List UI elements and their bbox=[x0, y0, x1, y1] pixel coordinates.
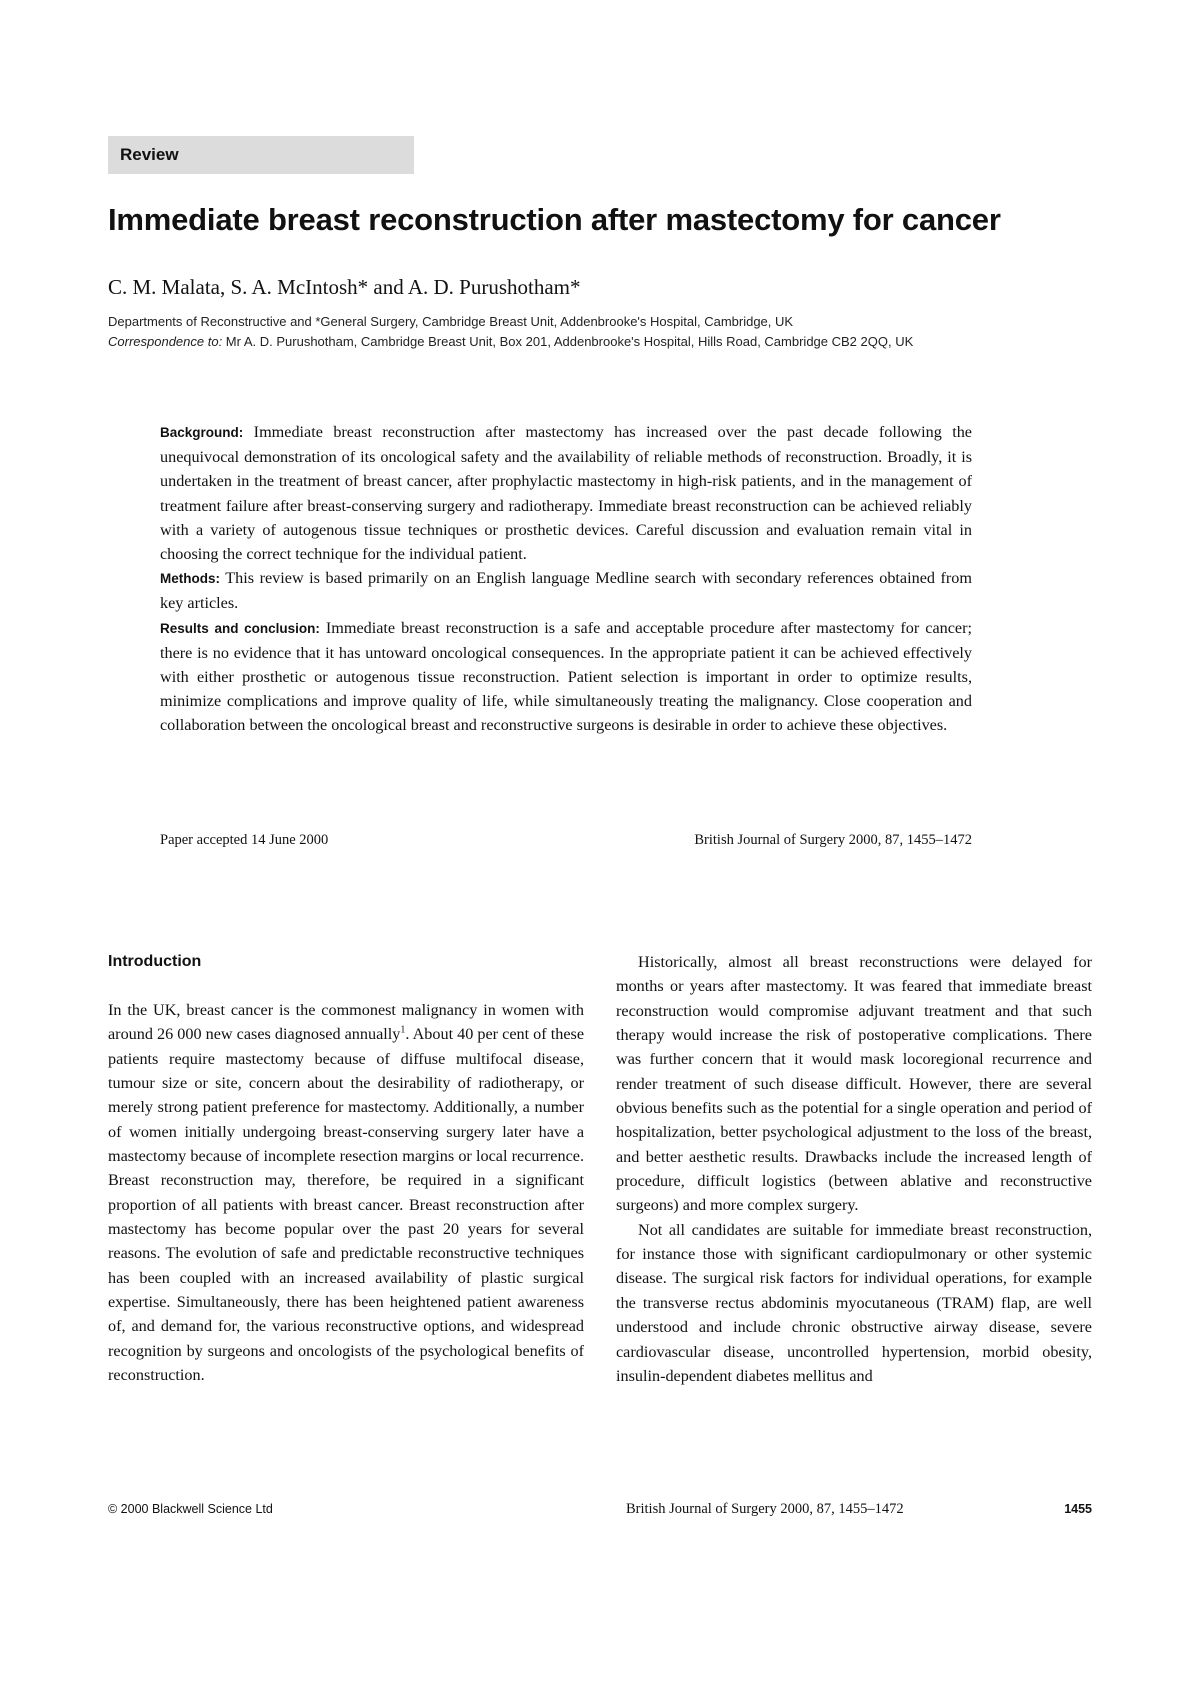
body-paragraph: Not all candidates are suitable for immediate breast reconstruction, for instance those with significant cardiopulmonary or other systemic disease. The surgical risk factors for individual operations, for example the transverse rectus abdominis myocutaneous (TRAM) flap, are well understood and include chronic obstructive airway disease, severe cardiovascular disease, uncontrolled hypertension, morbid obesity, insulin-dependent diabetes mellitus and bbox=[616, 1220, 1092, 1385]
paper-accepted-date: Paper accepted 14 June 2000 bbox=[160, 832, 329, 848]
body-text: . About 40 per cent of these patients require mastectomy because of diffuse multifocal disease, tumour size or site, concern about the desirability of radiotherapy, or merely strong patient preference for mastectomy. Additionally, a number of women initially undergoing breast-conserving surgery later have a mastectomy because of incomplete resection margins or local recurrence. Breast reconstruction may, therefore, be required in a significant proportion of all patients with breast cancer. Breast reconstruction after mastectomy has become popular over the past 20 years for several reasons. The evolution of safe and predictable reconstructive techniques has been coupled with an increased availability of plastic surgical expertise. Simultaneously, there has been heightened patient awareness of, and demand for, the various reconstructive options, and widespread recognition by surgeons and oncologists of the psychological benefits of reconstruction. bbox=[108, 1025, 585, 1385]
reference-marker: 1 bbox=[400, 1024, 406, 1036]
article-title: Immediate breast reconstruction after mastectomy for cancer bbox=[108, 202, 1001, 237]
correspondence-text: Mr A. D. Purushotham, Cambridge Breast Unit, Box 201, Addenbrooke's Hospital, Hills Road, Cambridge CB2 2QQ, UK bbox=[222, 334, 914, 349]
footer-citation: British Journal of Surgery 2000, 87, 1455–1472 bbox=[626, 1501, 904, 1517]
abstract bbox=[160, 420, 972, 738]
body-paragraph bbox=[108, 998, 584, 1388]
abstract-background-label: Background: bbox=[160, 425, 244, 440]
body-paragraph: Historically, almost all breast reconstructions were delayed for months or years after mastectomy. It was feared that immediate breast reconstruction would compromise adjuvant treatment and that such therapy would increase the risk of postoperative complications. There was further concern that it would mask locoregional recurrence and render treatment of such disease difficult. However, there are several obvious benefits such as the potential for a single operation and period of hospitalization, better psychological adjustment to the loss of the breast, and better aesthetic results. Drawbacks include the increased length of procedure, difficult logistics (between ablative and reconstructive surgeons) and more complex surgery. bbox=[616, 953, 1092, 1215]
abstract-results-label: Results and conclusion: bbox=[160, 620, 320, 636]
correspondence-label: Correspondence to: bbox=[108, 334, 223, 349]
body-column-right bbox=[616, 950, 1092, 1388]
abstract-results-text: Immediate breast reconstruction is a safe and acceptable procedure after mastectomy for cancer; there is no evidence that it has untoward oncological consequences. In the appropriate patient it can be achieved effectively with either prosthetic or autogenous tissue reconstruction. Patient selection is important in order to optimize results, minimize complications and improve quality of life, while simultaneously treating the malignancy. Close cooperation and collaboration between the oncological breast and reconstructive surgeons is desirable in order to achieve these objectives. bbox=[160, 618, 972, 735]
section-heading-introduction: Introduction bbox=[108, 953, 202, 970]
page-number: 1455 bbox=[1064, 1502, 1092, 1516]
abstract-methods bbox=[160, 566, 972, 615]
body-column-left bbox=[108, 998, 584, 1388]
affiliation: Departments of Reconstructive and *General Surgery, Cambridge Breast Unit, Addenbrooke's Hospital, Cambridge, UK bbox=[108, 314, 794, 329]
body-text: In the UK, breast cancer is the commonest malignancy in women with around 26 000 new cases diagnosed annually bbox=[108, 1001, 584, 1044]
author-list: C. M. Malata, S. A. McIntosh* and A. D. Purushotham* bbox=[108, 275, 581, 299]
abstract-methods-label: Methods: bbox=[160, 571, 220, 587]
journal-citation: British Journal of Surgery 2000, 87, 1455–1472 bbox=[694, 832, 972, 848]
abstract-background bbox=[160, 420, 972, 566]
abstract-results bbox=[160, 616, 972, 738]
correspondence bbox=[108, 332, 1108, 352]
section-label bbox=[108, 136, 414, 174]
section-label-text: Review bbox=[120, 145, 179, 164]
abstract-methods-text: This review is based primarily on an English language Medline search with secondary references obtained from key articles. bbox=[160, 569, 972, 613]
abstract-background-text: Immediate breast reconstruction after mastectomy has increased over the past decade following the unequivocal demonstration of its oncological safety and the availability of reliable methods of reconstruction. Broadly, it is undertaken in the treatment of breast cancer, after prophylactic mastectomy in high-risk patients, and in the management of treatment failure after breast-conserving surgery and radiotherapy. Immediate breast reconstruction can be achieved reliably with a variety of autogenous tissue techniques or prosthetic devices. Careful discussion and evaluation remain vital in choosing the correct technique for the individual patient. bbox=[160, 423, 972, 564]
footer-copyright: © 2000 Blackwell Science Ltd bbox=[108, 1502, 273, 1516]
